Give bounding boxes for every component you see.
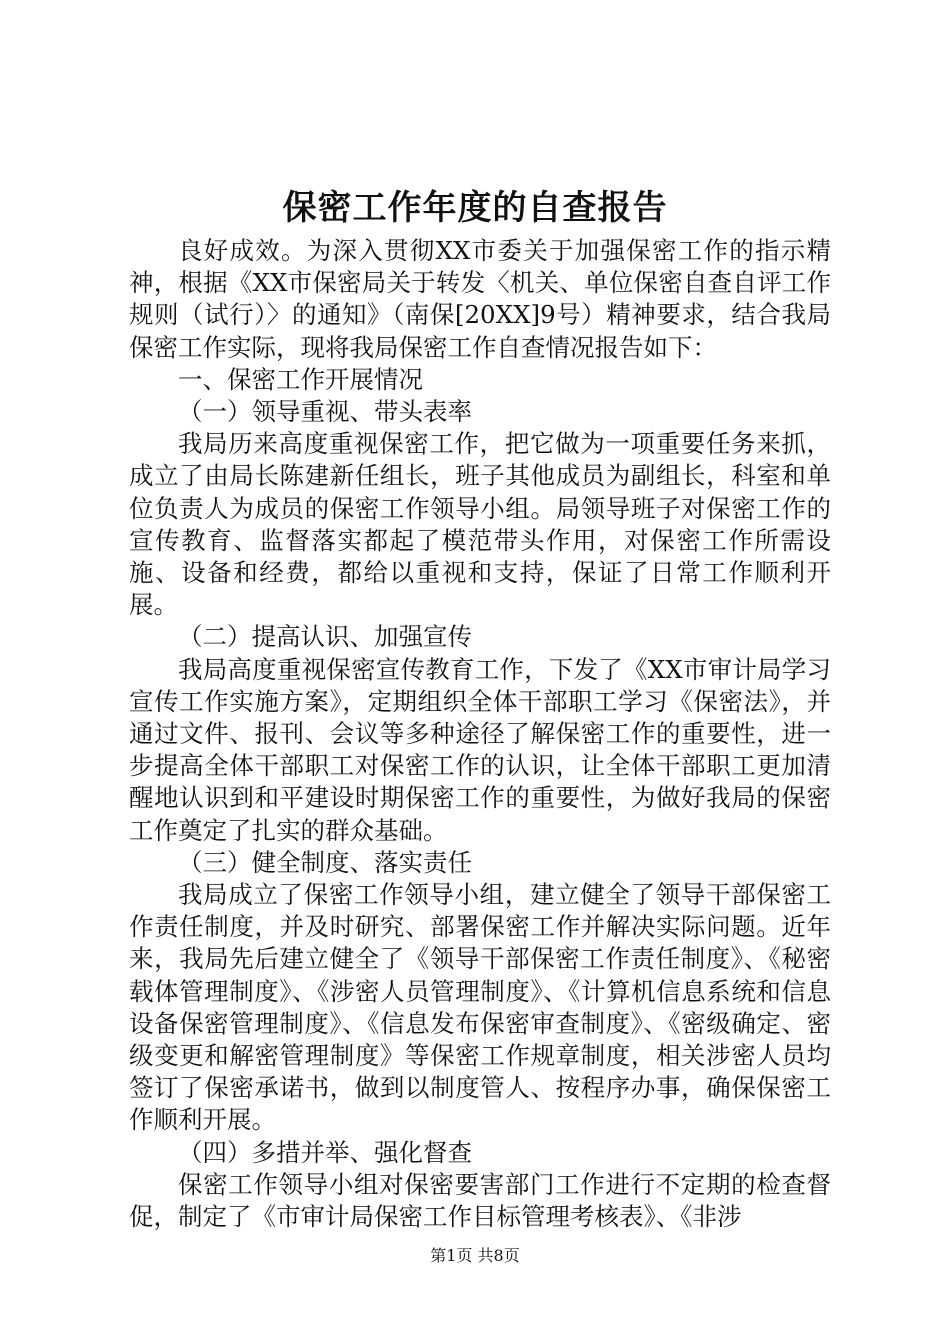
section-heading: 一、保密工作开展情况: [178, 364, 423, 394]
intro-paragraph: 良好成效。为深入贯彻XX市委关于加强保密工作的指示精神，根据《XX市保密局关于转发〈机关、单位保密自查自评工作规则（试行）〉的通知》（南保[20XX]9号）精神要求，结合我局保密工作实际，现将我局保密工作自查情况报告如下：: [129, 236, 831, 362]
paragraph-system: 我局成立了保密工作领导小组，建立健全了领导干部保密工作责任制度，并及时研究、部署保密工作并解决实际问题。近年来，我局先后建立健全了《领导干部保密工作责任制度》、《秘密载体管理制度》、《涉密人员管理制度》、《计算机信息系统和信息设备保密管理制度》、《信息发布保密审查制度》、《密级确定、密级变更和解密管理制度》等保密工作规章制度，相关涉密人员均签订了保密承诺书，做到以制度管人、按程序办事，确保保密工作顺利开展。: [129, 880, 831, 1135]
paragraph-leadership: 我局历来高度重视保密工作，把它做为一项重要任务来抓，成立了由局长陈建新任组长，班子其他成员为副组长，科室和单位负责人为成员的保密工作领导小组。局领导班子对保密工作的宣传教育、监督落实都起了模范带头作用，对保密工作所需设施、设备和经费，都给以重视和支持，保证了日常工作顺利开展。: [129, 429, 831, 620]
page-number-footer: 第1页 共8页: [430, 1246, 520, 1265]
paragraph-awareness: 我局高度重视保密宣传教育工作，下发了《XX市审计局学习宣传工作实施方案》，定期组织全体干部职工学习《保密法》，并通过文件、报刊、会议等多种途径了解保密工作的重要性，进一步提高全体干部职工对保密工作的认识，让全体干部职工更加清醒地认识到和平建设时期保密工作的重要性，为做好我局的保密工作奠定了扎实的群众基础。: [129, 654, 831, 845]
subsection-heading-1: （一）领导重视、带头表率: [178, 397, 472, 427]
subsection-heading-4: （四）多措并举、强化督查: [178, 1137, 472, 1167]
document-body: [129, 235, 831, 1233]
subsection-heading-3: （三）健全制度、落实责任: [178, 847, 472, 877]
paragraph-supervision: 保密工作领导小组对保密要害部门工作进行不定期的检查督促，制定了《市审计局保密工作目标管理考核表》、《非涉: [129, 1169, 831, 1232]
subsection-heading-2: （二）提高认识、加强宣传: [178, 622, 472, 652]
document-title: 保密工作年度的自查报告: [282, 188, 668, 228]
